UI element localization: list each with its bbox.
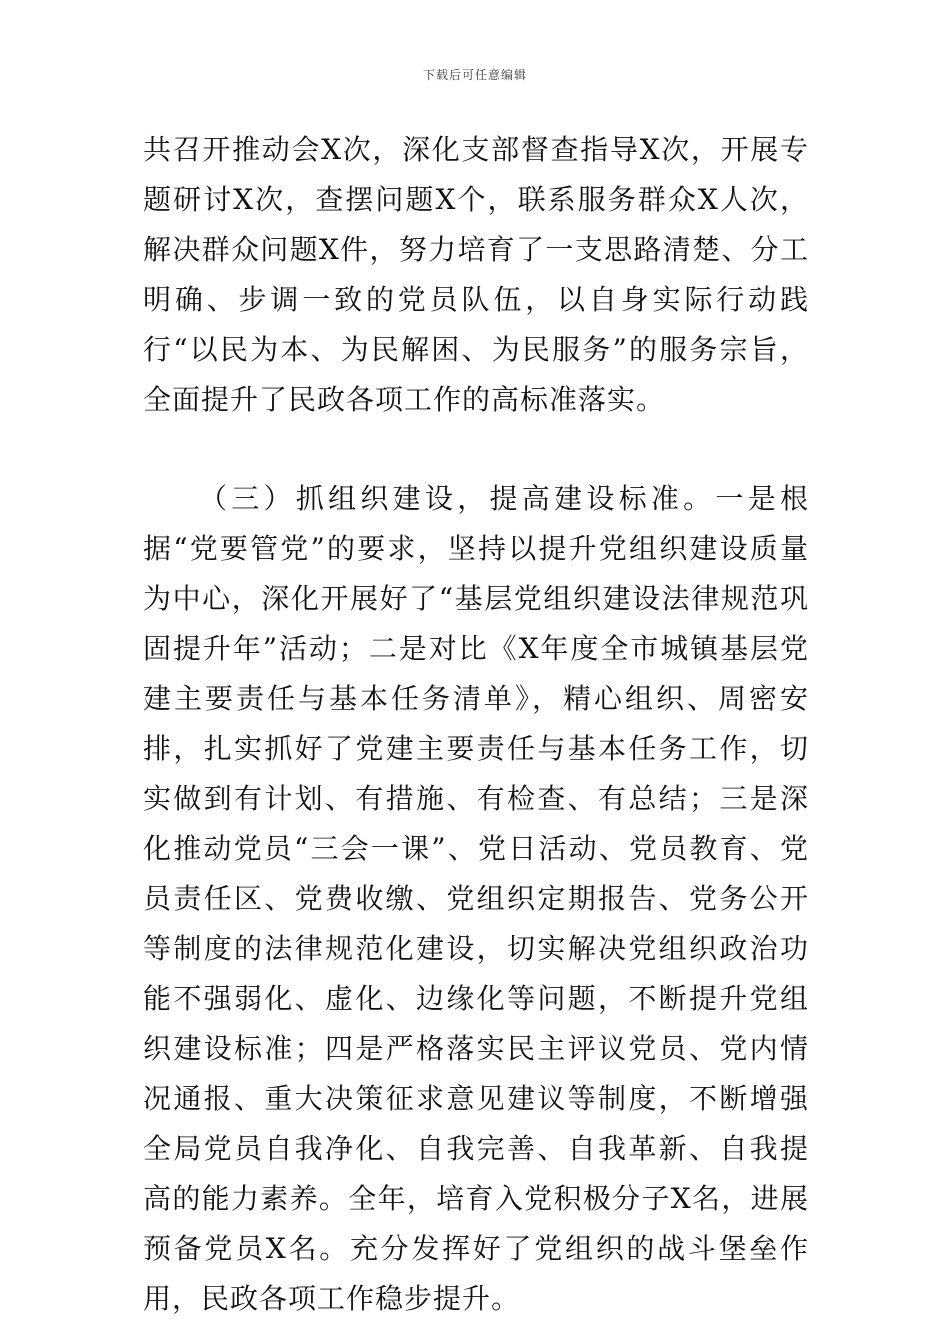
body-paragraph-continuation: 共召开推动会X次，深化支部督查指导X次，开展专题研讨X次，查摆问题X个，联系服务群众X人次，解决群众问题X件，努力培育了一支思路清楚、分工明确、步调一致的党员队伍，以自身实际行动践行“以民为本、为民解困、为民服务”的服务宗旨，全面提升了民政各项工作的高标准落实。 xyxy=(143,133,809,416)
page-header: 下载后可任意编辑 xyxy=(422,68,527,82)
body-paragraph-organization-building: （三）抓组织建设，提高建设标准。一是根据“党要管党”的要求，坚持以提升党组织建设质量为中心，深化开展好了“基层党组织建设法律规范巩固提升年”活动；二是对比《X年度全市城镇基层党建主要责任与基本任务清单》，精心组织、周密安排，扎实抓好了党建主要责任与基本任务工作，切实做到有计划、有措施、有检查、有总结；三是深化推动党员“三会一课”、党日活动、党员教育、党员责任区、党费收缴、党组织定期报告、党务公开等制度的法律规范化建设，切实解决党组织政治功能不强弱化、虚化、边缘化等问题，不断提升党组织建设标准；四是严格落实民主评议党员、党内情况通报、重大决策征求意见建议等制度，不断增强全局党员自我净化、自我完善、自我革新、自我提高的能力素养。全年，培育入党积极分子X名，进展预备党员X名。充分发挥好了党组织的战斗堡垒作用，民政各项工作稳步提升。 xyxy=(143,482,809,1315)
